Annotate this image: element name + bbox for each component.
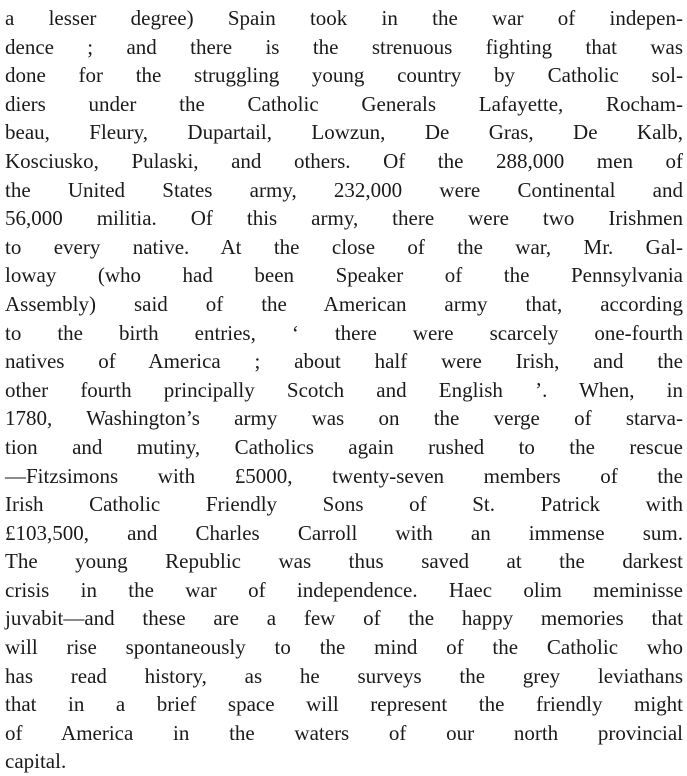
text-line: dence ; and there is the strenuous fighting that was bbox=[5, 34, 683, 59]
text-line: of America in the waters of our north provincial bbox=[5, 720, 683, 745]
text-line: 56,000 militia. Of this army, there were two Irishmen bbox=[5, 206, 683, 231]
text-line: Irish Catholic Friendly Sons of St. Patrick with bbox=[5, 492, 683, 517]
text-line: a lesser degree) Spain took in the war of indepen- bbox=[5, 6, 683, 30]
text-line: the United States army, 232,000 were Continental and bbox=[5, 177, 683, 202]
text-line: diers under the Catholic Generals Lafayette, Rocham- bbox=[5, 91, 683, 116]
text-line: to every native. At the close of the war, Mr. Gal- bbox=[5, 234, 683, 259]
text-line: has read history, as he surveys the grey leviathans bbox=[5, 663, 683, 688]
text-line: to the birth entries, ‘ there were scarcely one-fourth bbox=[5, 320, 683, 345]
text-line: loway (who had been Speaker of the Pennsylvania bbox=[5, 263, 683, 288]
article-text-block bbox=[5, 4, 683, 776]
text-line: done for the struggling young country by Catholic sol- bbox=[5, 63, 683, 88]
text-line: other fourth principally Scotch and English ’. When, in bbox=[5, 377, 683, 402]
text-line: that in a brief space will represent the friendly might bbox=[5, 692, 683, 717]
text-line: will rise spontaneously to the mind of the Catholic who bbox=[5, 635, 683, 660]
text-line: 1780, Washington’s army was on the verge of starva- bbox=[5, 406, 683, 431]
text-line: natives of America ; about half were Irish, and the bbox=[5, 349, 683, 374]
text-line: juvabit—and these are a few of the happy memories that bbox=[5, 606, 683, 631]
text-line: Assembly) said of the American army that, according bbox=[5, 291, 683, 316]
text-line: capital. bbox=[5, 749, 67, 774]
text-line: £103,500, and Charles Carroll with an immense sum. bbox=[5, 520, 683, 545]
text-line: The young Republic was thus saved at the darkest bbox=[5, 549, 683, 574]
text-line: Kosciusko, Pulaski, and others. Of the 288,000 men of bbox=[5, 148, 683, 173]
text-line: beau, Fleury, Dupartail, Lowzun, De Gras, De Kalb, bbox=[5, 120, 683, 145]
text-line: tion and mutiny, Catholics again rushed to the rescue bbox=[5, 434, 683, 459]
text-line: —Fitzsimons with £5000, twenty-seven members of the bbox=[5, 463, 683, 488]
text-line: crisis in the war of independence. Haec olim meminisse bbox=[5, 577, 683, 602]
